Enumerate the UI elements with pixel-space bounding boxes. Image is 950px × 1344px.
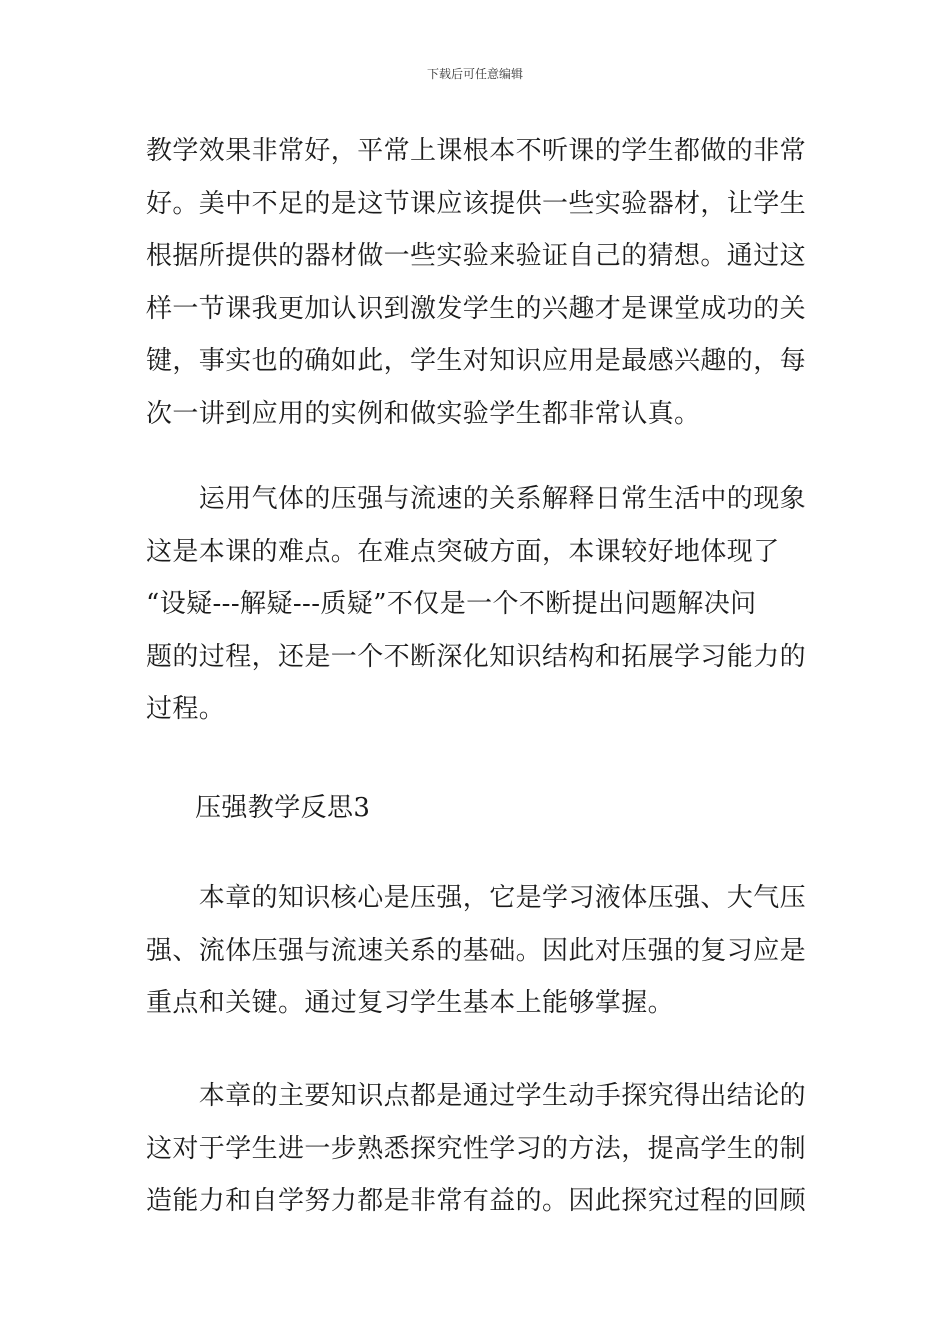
paragraph-line: 造能力和自学努力都是非常有益的。因此探究过程的回顾 — [146, 1186, 807, 1216]
paragraph-4 — [146, 1070, 806, 1228]
paragraph-line: 样一节课我更加认识到激发学生的兴趣才是课堂成功的关 — [146, 293, 807, 324]
paragraph-line: 这对于学生进一步熟悉探究性学习的方法，提高学生的制 — [146, 1133, 807, 1164]
paragraph-3 — [146, 872, 806, 1030]
paragraph-line: 教学效果非常好，平常上课根本不听课的学生都做的非常 — [146, 136, 807, 166]
paragraph-line: 这是本课的难点。在难点突破方面，本课较好地体现了 — [146, 536, 780, 567]
paragraph-2 — [146, 473, 806, 736]
page-header: 下载后可任意编辑 — [426, 67, 523, 81]
paragraph-line: 键，事实也的确如此，学生对知识应用是最感兴趣的，每 — [146, 346, 807, 376]
section-heading: 压强教学反思3 — [195, 793, 371, 823]
paragraph-line: 根据所提供的器材做一些实验来验证自己的猜想。通过这 — [146, 241, 807, 271]
paragraph-line: 好。美中不足的是这节课应该提供一些实验器材，让学生 — [146, 188, 807, 219]
paragraph-line: 本章的主要知识点都是通过学生动手探究得出结论的 — [146, 1081, 807, 1111]
paragraph-line: 过程。 — [146, 694, 226, 724]
paragraph-line: 题的过程，还是一个不断深化知识结构和拓展学习能力的 — [146, 641, 807, 672]
paragraph-line: 强、流体压强与流速关系的基础。因此对压强的复习应是 — [146, 935, 807, 966]
paragraph-1 — [146, 125, 806, 440]
paragraph-line: 本章的知识核心是压强，它是学习液体压强、大气压 — [146, 883, 807, 913]
paragraph-line: 重点和关键。通过复习学生基本上能够掌握。 — [146, 988, 675, 1018]
paragraph-line: 运用气体的压强与流速的关系解释日常生活中的现象 — [146, 484, 807, 514]
paragraph-line: 次一讲到应用的实例和做实验学生都非常认真。 — [146, 398, 701, 429]
paragraph-line: “设疑---解疑---质疑”不仅是一个不断提出问题解决问 — [146, 589, 757, 619]
